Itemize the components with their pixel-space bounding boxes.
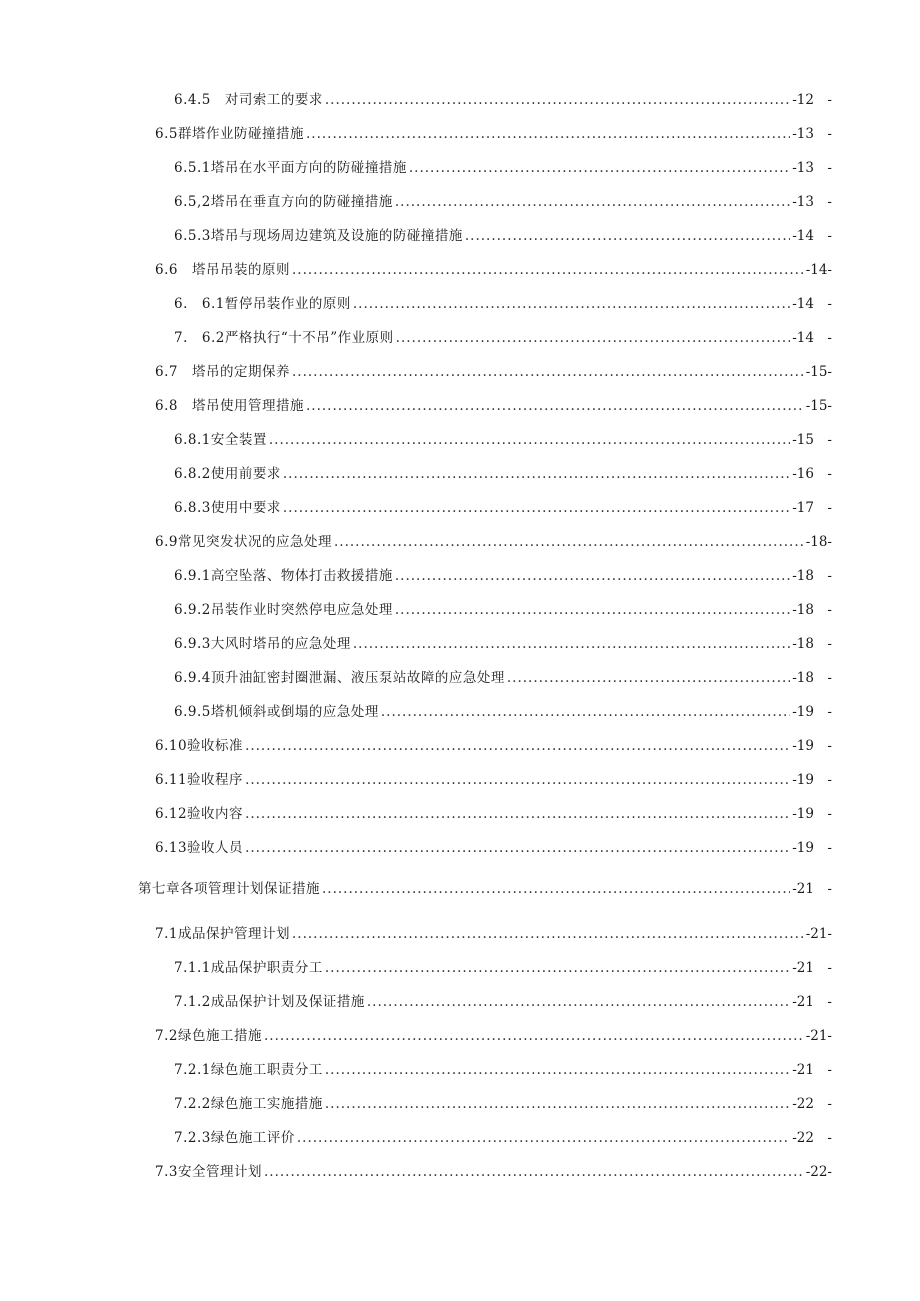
toc-entry-title: 6.12验收内容: [155, 806, 244, 822]
toc-entry-page: -21-: [805, 1028, 832, 1044]
toc-dot-leader: [367, 991, 790, 1013]
toc-entry[interactable]: [155, 395, 832, 417]
toc-entry-page: -19 -: [792, 840, 832, 856]
toc-entry-page: -22 -: [792, 1096, 832, 1112]
toc-dot-leader: [409, 157, 790, 179]
toc-entry[interactable]: [174, 957, 832, 979]
toc-entry[interactable]: [174, 701, 832, 723]
toc-entry-title: 7.2.3绿色施工评价: [174, 1130, 295, 1146]
toc-dot-leader: [322, 878, 790, 900]
toc-entry[interactable]: [174, 293, 832, 315]
toc-dot-leader: [306, 123, 790, 145]
toc-entry-title: 6.11验收程序: [155, 772, 244, 788]
toc-entry-page: -21 -: [792, 1062, 832, 1078]
toc-entry-title: 6.10验收标准: [155, 738, 244, 754]
toc-entry-title: 6.5,2塔吊在垂直方向的防碰撞措施: [174, 194, 393, 210]
toc-entry-title: 7.1.1成品保护职责分工: [174, 960, 323, 976]
toc-dot-leader: [395, 565, 790, 587]
toc-entry-title: 7.2.1绿色施工职责分工: [174, 1062, 323, 1078]
toc-entry-page: -21 -: [792, 960, 832, 976]
toc-entry[interactable]: [155, 123, 832, 145]
toc-entry-page: -14 -: [792, 296, 832, 312]
toc-entry-page: -13 -: [792, 126, 832, 142]
toc-entry-title: 6.9.4顶升油缸密封圈泄漏、液压泵站故障的应急处理: [174, 670, 505, 686]
toc-entry-title: 6.5.1塔吊在水平面方向的防碰撞措施: [174, 160, 407, 176]
toc-dot-leader: [396, 327, 791, 349]
toc-dot-leader: [292, 923, 804, 945]
toc-entry[interactable]: [155, 531, 832, 553]
toc-dot-leader: [306, 395, 804, 417]
toc-entry[interactable]: [174, 225, 832, 247]
toc-entry[interactable]: [174, 429, 832, 451]
toc-entry-page: -19 -: [792, 704, 832, 720]
toc-dot-leader: [283, 463, 790, 485]
toc-entry-page: -18 -: [792, 670, 832, 686]
toc-dot-leader: [325, 1059, 790, 1081]
toc-entry-page: -18 -: [792, 602, 832, 618]
toc-entry-title: 6.5.3塔吊与现场周边建筑及设施的防碰撞措施: [174, 228, 463, 244]
toc-entry-title: 6.13验收人员: [155, 840, 244, 856]
toc-entry-page: -21-: [805, 926, 832, 942]
toc-entry[interactable]: [155, 361, 832, 383]
toc-dot-leader: [353, 633, 790, 655]
toc-entry-page: -12 -: [792, 92, 832, 108]
toc-entry-title: 6.8 塔吊使用管理措施: [155, 398, 304, 414]
toc-entry-title: 6.9常见突发状况的应急处理: [155, 534, 332, 550]
toc-entry-page: -15-: [805, 398, 832, 414]
toc-entry-page: -18 -: [792, 636, 832, 652]
toc-dot-leader: [334, 531, 804, 553]
toc-entry[interactable]: [138, 878, 832, 900]
toc-entry-page: -19 -: [792, 772, 832, 788]
toc-dot-leader: [465, 225, 790, 247]
toc-dot-leader: [264, 1025, 804, 1047]
toc-entry-page: -19 -: [792, 806, 832, 822]
toc-entry-title: 6.9.1高空坠落、物体打击救援措施: [174, 568, 393, 584]
toc-entry[interactable]: [155, 803, 832, 825]
toc-entry-title: 7. 6.2严格执行“十不吊”作业原则: [174, 330, 394, 346]
toc-dot-leader: [264, 1161, 804, 1183]
toc-entry-title: 7.2.2绿色施工实施措施: [174, 1096, 323, 1112]
toc-entry-page: -14 -: [792, 228, 832, 244]
toc-entry-page: -13 -: [792, 160, 832, 176]
toc-entry-page: -15-: [805, 364, 832, 380]
toc-entry-page: -18-: [805, 534, 832, 550]
toc-entry-title: 第七章各项管理计划保证措施: [138, 881, 320, 897]
toc-entry-title: 6.4.5 对司索工的要求: [174, 92, 323, 108]
toc-dot-leader: [381, 701, 790, 723]
toc-entry-title: 6.5群塔作业防碰撞措施: [155, 126, 304, 142]
toc-dot-leader: [245, 769, 790, 791]
toc-entry[interactable]: [155, 1161, 832, 1183]
toc-entry-page: -18 -: [792, 568, 832, 584]
toc-dot-leader: [395, 191, 790, 213]
toc-entry-page: -22-: [805, 1164, 832, 1180]
toc-entry[interactable]: [174, 599, 832, 621]
toc-entry[interactable]: [155, 923, 832, 945]
toc-entry-title: 7.1成品保护管理计划: [155, 926, 290, 942]
toc-entry[interactable]: [174, 667, 832, 689]
toc-entry-title: 7.1.2成品保护计划及保证措施: [174, 994, 365, 1010]
toc-entry-title: 6.8.1安全装置: [174, 432, 267, 448]
toc-dot-leader: [283, 497, 790, 519]
toc-entry-page: -14 -: [792, 330, 832, 346]
toc-dot-leader: [245, 803, 790, 825]
toc-entry[interactable]: [174, 327, 832, 349]
toc-dot-leader: [395, 599, 790, 621]
toc-entry-page: -17 -: [792, 500, 832, 516]
toc-entry[interactable]: [155, 837, 832, 859]
toc-entry-page: -19 -: [792, 738, 832, 754]
toc-entry[interactable]: [174, 191, 832, 213]
toc-entry-title: 6.8.3使用中要求: [174, 500, 281, 516]
toc-entry[interactable]: [174, 1093, 832, 1115]
toc-entry-title: 6.9.3大风时塔吊的应急处理: [174, 636, 351, 652]
toc-entry[interactable]: [174, 633, 832, 655]
toc-dot-leader: [269, 429, 790, 451]
toc-dot-leader: [297, 1127, 790, 1149]
toc-entry[interactable]: [174, 157, 832, 179]
toc-entry[interactable]: [155, 735, 832, 757]
toc-entry-page: -13 -: [792, 194, 832, 210]
toc-entry-title: 6.9.5塔机倾斜或倒塌的应急处理: [174, 704, 379, 720]
toc-dot-leader: [507, 667, 790, 689]
toc-entry[interactable]: [174, 565, 832, 587]
toc-entry-page: -16 -: [792, 466, 832, 482]
toc-dot-leader: [292, 259, 804, 281]
toc-dot-leader: [245, 735, 790, 757]
toc-entry-title: 7.2绿色施工措施: [155, 1028, 262, 1044]
toc-entry-title: 6.9.2吊装作业时突然停电应急处理: [174, 602, 393, 618]
toc-entry-title: 6.6 塔吊吊装的原则: [155, 262, 290, 278]
toc-entry[interactable]: [174, 1059, 832, 1081]
toc-entry-title: 6.8.2使用前要求: [174, 466, 281, 482]
toc-entry-title: 6.7 塔吊的定期保养: [155, 364, 290, 380]
toc-dot-leader: [325, 957, 790, 979]
toc-entry-page: -22 -: [792, 1130, 832, 1146]
toc-entry[interactable]: [155, 259, 832, 281]
toc-entry-page: -14-: [805, 262, 832, 278]
toc-entry[interactable]: [155, 1025, 832, 1047]
toc-dot-leader: [353, 293, 790, 315]
toc-dot-leader: [325, 1093, 790, 1115]
toc-entry[interactable]: [174, 1127, 832, 1149]
toc-entry-title: 7.3安全管理计划: [155, 1164, 262, 1180]
toc-dot-leader: [292, 361, 804, 383]
toc-entry-title: 6. 6.1暂停吊装作业的原则: [174, 296, 351, 312]
toc-entry[interactable]: [174, 991, 832, 1013]
toc-entry-page: -21 -: [792, 994, 832, 1010]
toc-entry[interactable]: [174, 497, 832, 519]
toc-entry-page: -21 -: [792, 881, 832, 897]
toc-entry[interactable]: [174, 463, 832, 485]
toc-entry-page: -15 -: [792, 432, 832, 448]
toc-dot-leader: [245, 837, 790, 859]
toc-entry[interactable]: [155, 769, 832, 791]
toc-dot-leader: [325, 89, 790, 111]
toc-entry[interactable]: [174, 89, 832, 111]
